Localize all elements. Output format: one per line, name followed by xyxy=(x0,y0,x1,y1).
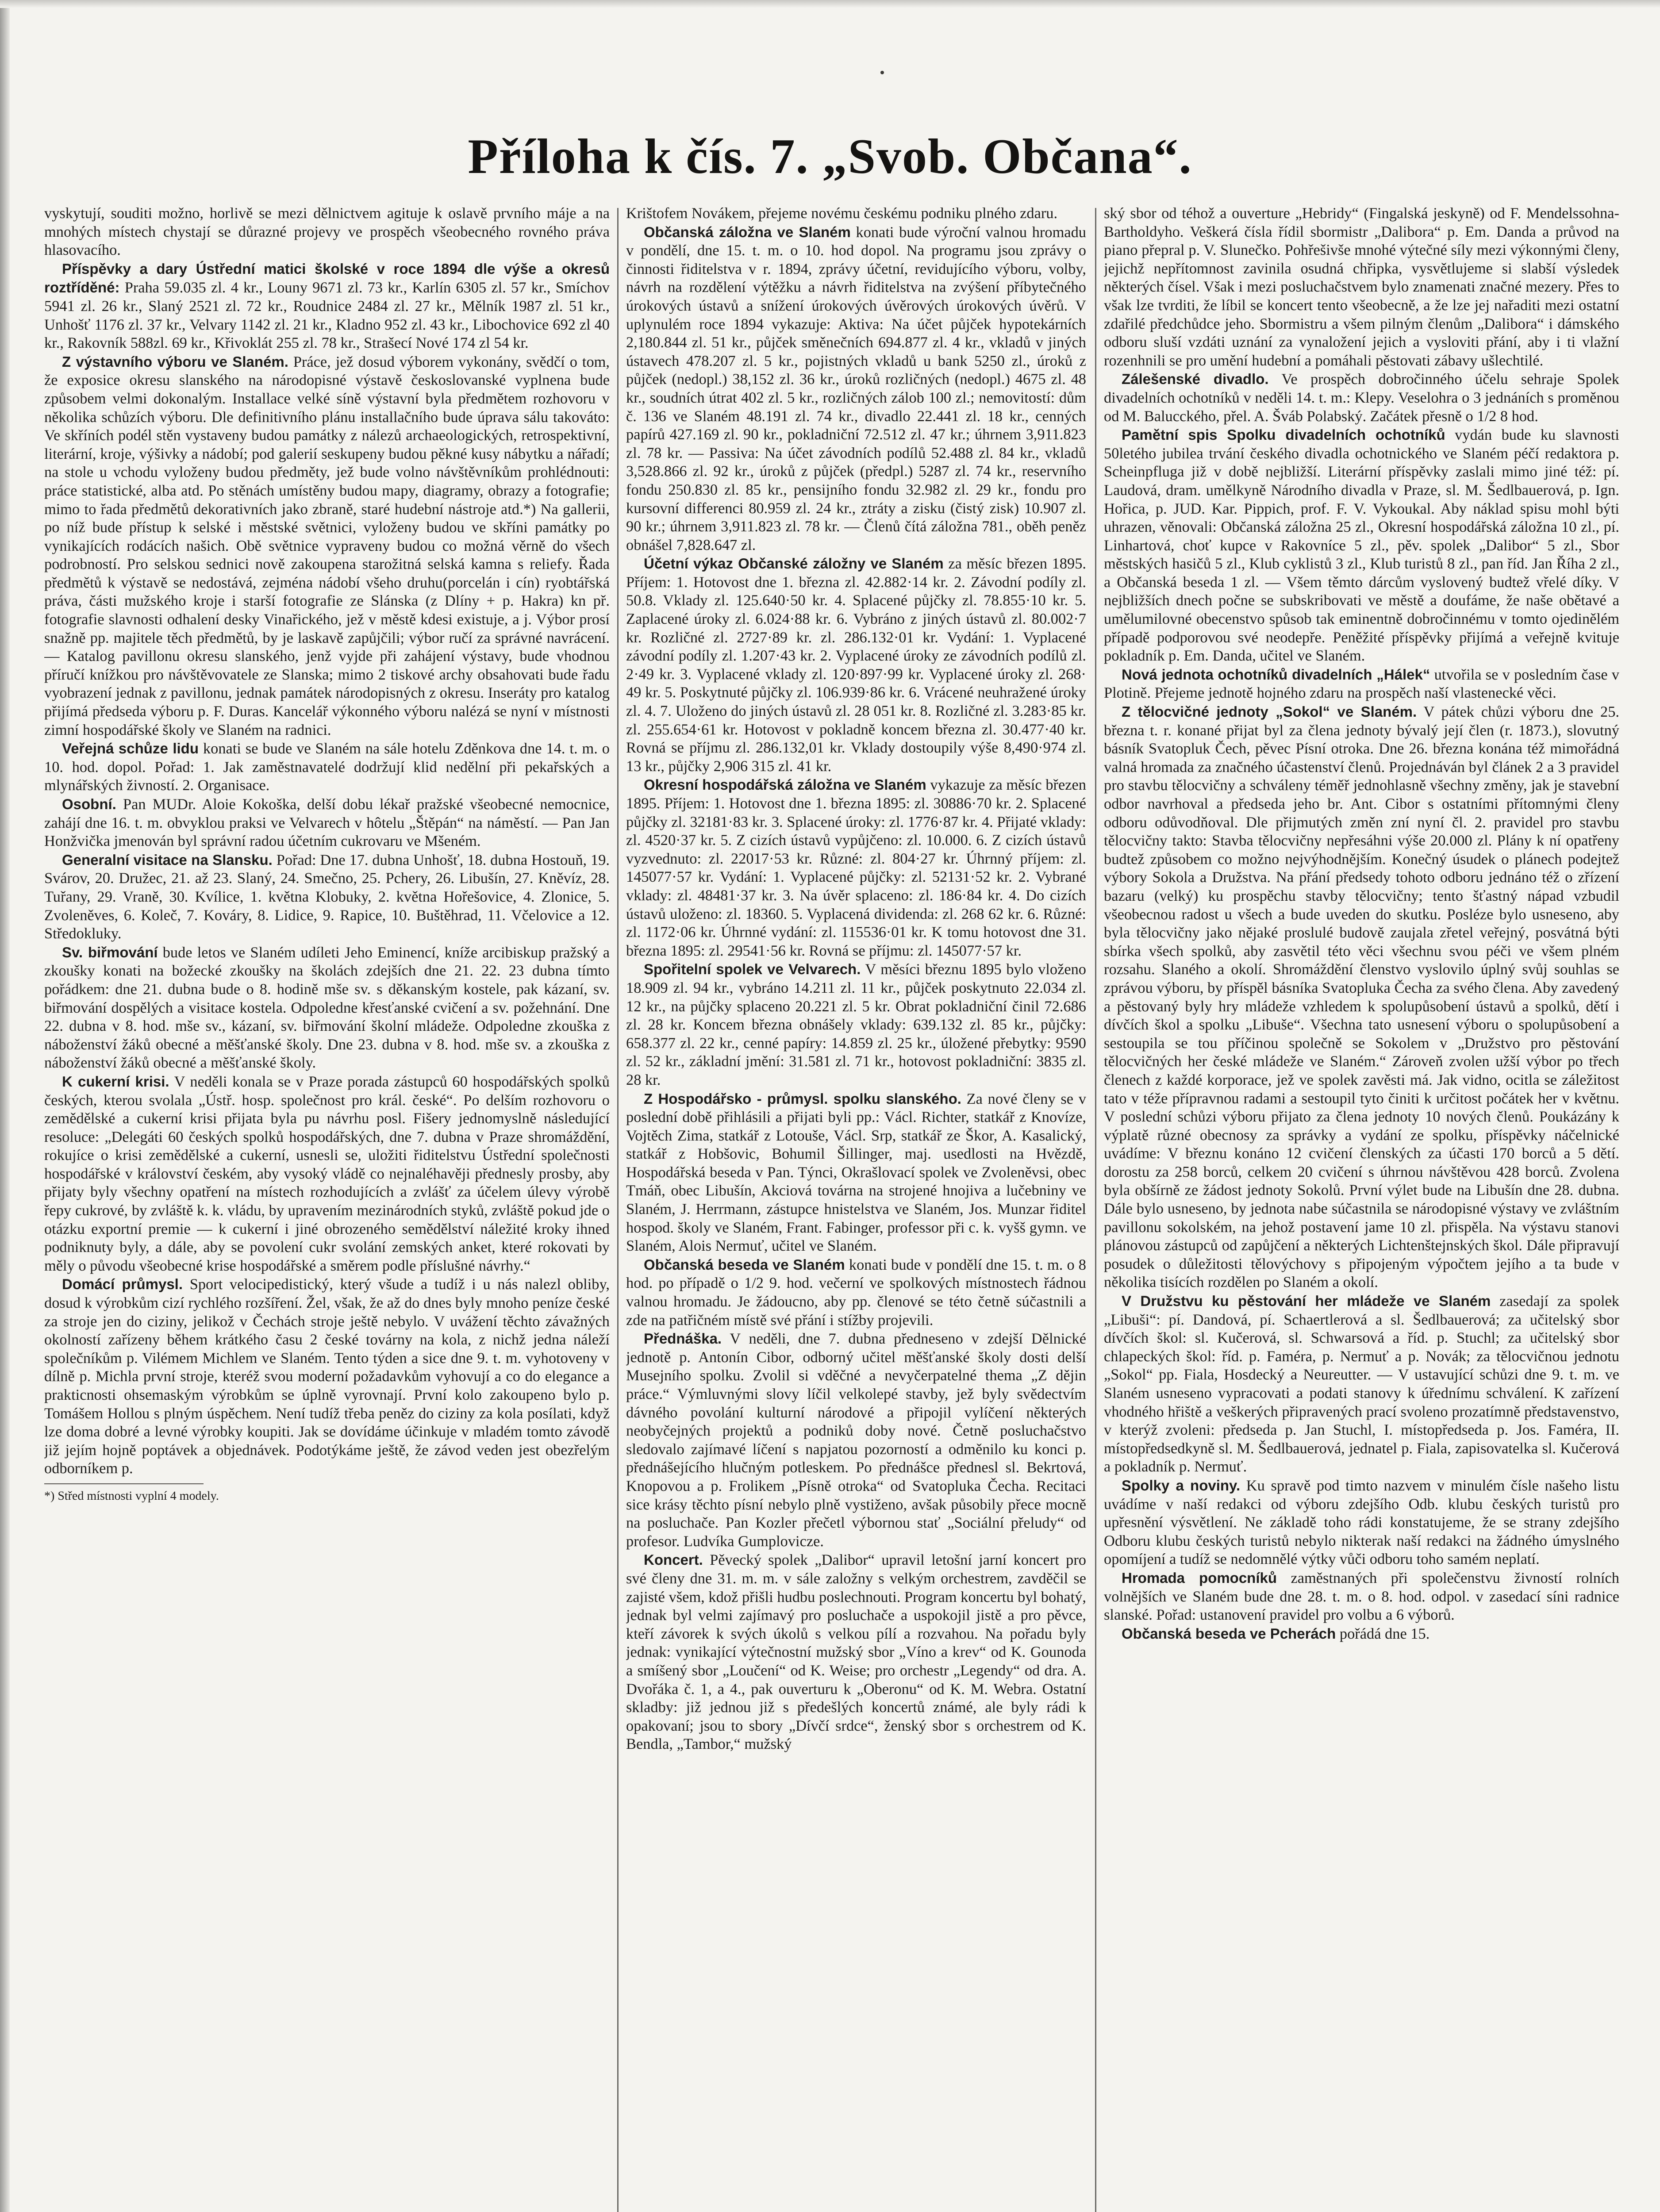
article-paragraph xyxy=(44,943,610,1072)
article-paragraph xyxy=(1104,1569,1619,1624)
print-speck xyxy=(880,71,884,74)
article-paragraph xyxy=(626,960,1086,1089)
article-text: konati bude výroční valnou hromadu v pondělí, dne 15. t. m. o 10. hod dopol. Na programu jsou zprávy o činnosti řiditelstva v r. 1894, zprávy účetní, revidujícího výboru, volby, návrh na rozdělení výtěžku a návrh řiditelstva na zvýšení příbytečného úrokových ústavů a snížení úrokových úvěrových úrokových úvěrů. V uplynulém roce 1894 vykazuje: Aktiva: Na účet půjček hypotekárních 2,180.844 zl. 51 kr., půjček směnečních 694.877 zl. 4 kr., vkladů v jiných ústavech 478.207 zl. 5 kr., pojistných vkladů u bank 5250 zl., úroků z půjček (nedopl.) 38,152 zl. 36 kr., úroků rozličných (nedopl.) 4675 zl. 48 kr., soudních útrat 402 zl. 5 kr., rozličných zálob 100 zl.; nemovitostí: dům č. 136 ve Slaném 48.191 zl. 74 kr., divadlo 22.441 zl. 18 kr., cenných papírů 427.169 zl. 90 kr., pokladniční 72.512 zl. 47 kr.; úhrnem 3,911.823 zl. 78 kr. — Passiva: Na účet závodních podílů 52.488 zl. 84 kr., vkladů 3,528.866 zl. 92 kr., úroků z půjček (předpl.) 5287 zl. 74 kr., reservního fondu 250.830 zl. 85 kr., pensijního fondu 32.982 zl. 29 kr., fondu pro kursovní differenci 80.959 zl. 24 kr., ztráty a zisku (čistý zisk) 10.907 zl. 90 kr.; úhrnem 3,911.823 zl. 78 kr. — Členů čítá záložna 781., oběh peněz obnášel 7,828.647 zl. xyxy=(626,223,1086,553)
scan-top-shadow xyxy=(0,0,1660,8)
column-2 xyxy=(626,204,1086,2212)
article-text: za měsíc březen 1895. Příjem: 1. Hotovost dne 1. března zl. 42.882·14 kr. 2. Závodní podíly zl. 50.8. Vklady zl. 125.640·50 kr. 4. Splacené půjčky zl. 78.855·10 kr. 5. Zaplacené úroky zl. 6.024·88 kr. 6. Vybráno z jiných ústavů zl. 80.002·7 kr. Rozličné zl. 2727·89 kr. zl. 286.132·01 kr. Vydání: 1. Vyplacené závodní podíly zl. 1.207·43 kr. 2. Vyplacené úroky ze závodních podílů zl. 2·49 kr. 3. Vyplacené vklady zl. 120·897·99 kr. Vyplacené úroky zl. 268· 49 kr. 5. Poskytnuté půjčky zl. 106.939·86 kr. 6. Vrácené neuhražené úroky zl. 4. 7. Uloženo do jiných ústavů zl. 28 051 kr. 8. Rozličné zl. 3.283·85 kr. zl. 255.654·61 kr. Hotovost v pokladně koncem března zl. 30.477·40 kr. Rovná se příjmu zl. 286.132,01 kr. Vklady dostoupily výše 8,490·974 zl. 13 kr., půjčky 2,906 315 zl. 41 kr. xyxy=(626,555,1086,775)
column-rule-2 xyxy=(1095,208,1096,2212)
column-rule-1 xyxy=(617,208,619,2212)
article-paragraph xyxy=(44,739,610,795)
article-text: Sport velocipedistický, který všude a tudíž i u nás nalezl obliby, dosud k výrobkům cizí rychlého rozšíření. Žel, však, že až do dnes byly mnoho peníze české za stroje jen do ciziny, jelikož v Čechách stroje ještě nebylo. V uvážení těchto závažných okolností zařízeny během krátkého času 2 české továrny na kola, z nichž jedna náleží společníkům p. Vilémem Michlem ve Slaném. Tento týden a sice dne 9. t. m. vyhotoveny v dílně p. Michla první stroje, kteréž svou moderní požadavkům vyhovují a co do elegance a prakticnosti ohsemaským výrobkům se úplně vyrovnají. První kolo zakoupeno bylo p. Tomášem Hollou s plným úspěchem. Není tudíž třeba peněz do ciziny za kola posílati, když lze doma dobré a levné výrobky koupiti. Jak se dovídáme účinkuje v mladém tomto závodě již jejím hojně poptávek a objednávek. Podotýkáme ještě, že závod veden jest obezřelým odborníkem p. xyxy=(44,1276,610,1477)
article-heading: Osobní. xyxy=(62,796,116,812)
article-paragraph xyxy=(44,204,610,260)
article-text: ský sbor od téhož a ouverture „Hebridy“ (Fingalská jeskyně) od F. Mendelssohna-Bartholdyho. Veškerá čísla řídil sbormistr „Dalibora“ p. Em. Danda a průvod na piano přepral p. V. Slunečko. Pohřešivše mnohé výtečné síly mezi výkonnými členy, jejichž nepřítomnost zavinila osudná chřipka, vysvětlujeme si slabší výsledek některých čísel. Však i mezi posluchačstvem bylo znamenati značné mezery. Přes to však lze tvrditi, že líbil se koncert tento všeobecně, a že lze jej nařaditi mezi ostatní zdařilé předchůdce jeho. Sbormistru a všem pilným členům „Dalibora“ i dámského odboru sluší vzdáti uznání za vynaložení jejich a vysloviti přání, aby i ti vlažní rozenhnili se pro umění hudební a pomáhali pěstovati zábavy ušlechtilé. xyxy=(1104,205,1619,369)
article-heading: Účetní výkaz Občanské záložny ve Slaném xyxy=(644,555,944,572)
article-heading: Příspěvky a dary Ústřední matici školské v roce 1894 dle výše a okresů roztříděné: xyxy=(44,260,610,296)
article-paragraph xyxy=(44,260,610,353)
article-paragraph xyxy=(1104,1624,1619,1644)
article-text: V neděli konala se v Praze porada zástupců 60 hospodářských spolků českých, kterou svolala „Ústř. hosp. společnost pro král. české“. Po delším rozhovoru o zemědělské a cukerní krisi přijata byla pu návrhu posl. Fišery jednomyslně následující resoluce: „Delegáti 60 českých spolků hospodářských, dne 7. dubna v Praze shromáždění, rokujíce o krisi zemědělské a cukerní, usnesli se, uložiti řiditelstvu Ústřední společnosti hospodářské v království českém, aby vysoký vládě co nejnaléhavěji přednesly prosby, aby přijaty byly všechny opatření na místech rozhodujících a zvlášť za účelem úlevy výrobě řepy cukrové, by zvláště k. k. vládu, by upravením mezinárodních styků, zvláště pokud jde o otázku exportní premie — k cukerní i jiné obrozeného semědělství náležité kroky ihned podniknuty byly, a dále, aby se povolení cukr svolání zemských anket, které rokovati by měly o původu všeobecné krise hospodářské a směrem podle příslušné návrhy.“ xyxy=(44,1073,610,1274)
page-heading: Příloha k čís. 7. „Svob. Občana“. xyxy=(468,129,1192,184)
footnote-rule xyxy=(44,1483,204,1484)
column-3 xyxy=(1104,204,1619,2212)
article-heading: Z Hospodářsko - průmysl. spolku slanského. xyxy=(644,1090,961,1107)
article-text: V neděli, dne 7. dubna předneseno v zdejší Dělnické jednotě p. Antonín Cibor, odborný učitel měšťanské školy dosti delší Musejního spolku. Zvolil si vděčné a nevyčerpatelné thema „Z dějin práce.“ Výmluvnými slovy líčil velkolepé stavby, jež byly svědectvím dávného povolání kulturní národové a připojil vylíčení některých neobyčejných projektů a podniků doby nové. Četně posluchačstvo sledovalo zajímavé líčení s napjatou pozorností a odměnilo ku konci p. přednášejícího hlučným potleskem. Po přednášce přednesl sl. Bekrtová, Knopovou a p. Frolikem „Písně otroka“ od Svatopluka Čecha. Recitaci sice krásy těchto písní nebylo plně vystiženo, avšak působily přece mocně na posluchače. Pan Kozler přečetl výbornou stať „Sociální přeludy“ od profesor. Ludvíka Gumplovicze. xyxy=(626,1330,1086,1550)
article-text: vykazuje za měsíc březen 1895. Příjem: 1. Hotovost dne 1. března 1895: zl. 30886·70 kr. 2. Splacené půjčky zl. 32181·83 kr. 3. Splacené úroky: zl. 1776·87 kr. 4. Přijaté vklady: zl. 4520·37 kr. 5. Z cizích ústavů vypůjčeno: zl. 10.000. 6. Z cizích ústavů vyzvednuto: zl. 22017·53 kr. Různé: zl. 804·27 kr. Úhrnný příjem: zl. 145077·57 kr. Vydání: 1. Vyplacené půjčky: zl. 52131·52 kr. 2. Vybrané vklady: zl. 48481·37 kr. 3. Na úvěr splaceno: zl. 186·84 kr. 4. Do cizích ústavů uloženo: zl. 18360. 5. Vyplacená dividenda: zl. 268 62 kr. 6. Různé: zl. 1172·06 kr. Úhrnné vydání: zl. 115536·01 kr. K tomu hotovost dne 31. března 1895: zl. 29541·56 kr. Rovná se příjmu: zl. 145077·57 kr. xyxy=(626,776,1086,959)
article-paragraph xyxy=(44,851,610,943)
article-paragraph xyxy=(626,1256,1086,1329)
article-heading: Přednáška. xyxy=(644,1330,722,1347)
article-text: Pořad: Dne 17. dubna Unhošť, 18. dubna Hostouň, 19. Svárov, 20. Družec, 21. až 23. Slaný, 24. Smečno, 25. Pchery, 26. Libušín, 27. Kněvíz, 28. Tuřany, 29. Vraně, 30. Kvílice, 1. května Klobuky, 2. května Hořešovice, 4. Zlonice, 5. Zvoleněves, 6. Koleč, 7. Kováry, 8. Lidice, 9. Rapice, 10. Buštěhrad, 11. Včelovice a 12. Středokluky. xyxy=(44,851,610,942)
article-text: Pěvecký spolek „Dalibor“ upravil letošní jarní koncert pro své členy dne 31. m. m. v sále založny s velkým orchestrem, zavděčil se zajisté všem, kdož přišli hudbu poslechnouti. Program koncertu byl bohatý, jednak byl velmi zajímavý pro posluchače a uspokojil jistě a pro pěvce, kteří závorek k svých úkolů s velkou pílí a rozvahou. Na pořadu byly jednak: vynikající výtečnostní mužský sbor „Víno a krev“ od K. Gounoda a smíšený sbor „Loučení“ od K. Weise; pro orchestr „Legendy“ od dra. A. Dvořáka č. 1, a 4., pak ouverturu k „Oberonu“ od K. M. Webra. Ostatní skladby: již jednou již s předešlých koncertů známé, ale byly rádi k opakovaní; jsou to sbory „Dívčí srdce“, ženský sbor s orchestrem od K. Bendla, „Tambor,“ mužský xyxy=(626,1551,1086,1753)
article-heading: Spolky a noviny. xyxy=(1122,1477,1241,1494)
article-text: Ve prospěch dobročinného účelu sehraje Spolek divadelních ochotníků v neděli 14. t. m.: Klepy. Veselohra o 3 jednáních s proměnou od M. Balucckého, přel. A. Šváb Polabský. Začátek přesně o 1/2 8 hod. xyxy=(1104,371,1619,425)
article-text: V pátek chůzi výboru dne 25. března t. r. konané přijat byl za člena jednoty bývalý její člen (r. 1873.), slovutný básník Svatopluk Čech, pěvec Písní otroka. Dne 26. března konána též mimořádná valná hromada za značného účastenství členů. Projednáván byl článek 2 a 3 pravidel pro stavbu tělocvičny a schváleny téměř jednohlasně všechny změny, jak je stavební odbor navrhoval a předseda jeho br. Ant. Cibor s ostatními přítomnými členy odboru odůvodňoval. Dle přijmutých změn zní nyní čl. 2. pravidel pro stavbu tělocvičny takto: Stavba tělocvičny nepřesáhni výše 20.000 zl. Plány k ní opatřeny budtež způsobem co možno nejvýhodnějším. Konečný úsudek o plánech podejtež výbory Sokola a Družstva. Na přání předsedy tohoto odboru jednáno též o zřízení bazaru (velký) ku prospěchu stavby tělocvičny; tento šťastný nápad vzbudil všeobecnou radost u všech a bude uveden do skutku. Posléze bylo usneseno, aby byla tělocvičny jako nějaké proslulé budově zaujala zřetel veřejný, posvátná býti sbírka všech spolků, aby zasvětil této věci všechnu svou péči ve všem plném rozsahu. Slaného a okolí. Shromáždění členstvo vyslovilo úplný svůj souhlas se zprávou výboru, by příspěl básníka Svatopluka Čecha za svého člena. Aby zavedený a pěstovaný byly hry mládeže vzhledem k spolupůsobení ústavů a spolků, dětí i dívčích škol a spolku „Libuše“. Všechna tato usnesení výboru o spolupůsobení a sestoupila se tou příčinou společně se Sokolem v „Družstvo pro pěstování tělocvičných her české mládeže ve Slaném.“ Zároveň zvolen užší výbor po třech členech z každé korporace, jež ve spolek zavěsti má. Jak vidno, ocitla se záležitost tato v téže přípravnou radami a sestoupil tyto činiti k určitost počátek her v květnu. V poslední schůzi výboru přijato za člena jednoty 10 nových členů. Poukázány k výplatě různé obecnosy za správky a vydání ze spolku, příspěvky náčelnické uvádíme: V březnu konáno 12 cvičení členských za účasti 170 borců a 5 dětí. dorostu za 258 borců, celkem 20 cvičení s úhrnou návštěvou 428 borců. Zvolena byla obšírně ze žádost jednoty Sokolů. První výlet bude na Libušín dne 28. dubna. Dále bylo usneseno, by jednota nabe súčastnila se národopisné výstavy ve zvláštním pavillonu sokolském, na jehož postavení jame 10 zl. přispěla. Na výstavu stanovi plánovou zástupců od zapůjčení a některých Lichtenštejnských škol. Dále připravují posudek o důležitosti tělovýchovy s připojeným výpočtem jejího a ta bude v několika tisících rozdělen po Slaném a okolí. xyxy=(1104,703,1619,1291)
article-paragraph xyxy=(1104,1476,1619,1569)
article-paragraph xyxy=(626,1329,1086,1551)
article-heading: Zálešenské divadlo. xyxy=(1122,371,1269,388)
article-heading: Nová jednota ochotníků divadelních „Hálek“ xyxy=(1122,666,1430,683)
article-heading: Spořitelní spolek ve Velvarech. xyxy=(644,961,861,978)
article-text: utvořila se v posledním čase v Plotině. Přejeme jednotě hojného zdaru na prospěch naší vlastenecké věci. xyxy=(1104,666,1619,702)
article-text: pořádá dne 15. xyxy=(1339,1625,1430,1642)
article-heading: Občanská beseda ve Slaném xyxy=(644,1256,845,1273)
article-text: Za nové členy se v poslední době přihlásili a přijati byli pp.: Václ. Richter, statkář z Knovíze, Vojtěch Zima, statkář z Lotouše, Václ. Srp, statkář ze Škor, A. Kasalický, statkář z Hobšovic, Bohumil Šillinger, maj. usedlosti na Hvězdě, Hospodářská beseda v Pan. Týnci, Okrašlovací spolek ve Zvoleněvsi, obec Tmáň, obec Libušín, Akciová továrna na strojené hnojiva a lučebniny ve Slaném, J. Herrmann, zástupce hnistelstva ve Slaném, Jos. Munzar řiditel hospod. školy ve Slaném, Frant. Fabinger, professor při c. k. vyšš gymn. ve Slaném, Alois Nermuť, učitel ve Slaném. xyxy=(626,1090,1086,1255)
article-heading: Veřejná schůze lidu xyxy=(62,740,199,757)
article-paragraph xyxy=(44,1072,610,1275)
article-paragraph xyxy=(626,204,1086,223)
article-text: Ku spravě pod timto nazvem v minulém čísle našeho listu uvádíme v naší redakci od výboru zdejšího Odb. klubu českých turistů pro upřesnění výsvětlení. Ne základě toho rádi konstatujeme, že se strany zdejšího Odboru klubu českých turistů nebylo nikterak naší redakci na žádného úmyslného opomíjení a tudíž se nedomnělé výtky vůči odboru toho samém neplatí. xyxy=(1104,1477,1619,1568)
article-paragraph xyxy=(1104,665,1619,703)
column-1 xyxy=(44,204,610,2212)
article-text: Práce, jež dosud výborem vykonány, svědčí o tom, že exposice okresu slanského na národopisné výstavě českoslovanské vyplnena bude způsobem velmi dokonalým. Installace velké síně výstavní byla předmětem rozhovoru v několika schůzích výboru. Dle definitivního plánu installačního bude úprava sálu takováto: Ve skříních podél stěn vystaveny budou památky z nálezů archaeologických, retrospektivní, literární, kroje, výšivky a nádobí; pod galerií seskupeny budou pěkné kusy nábytku a nářadí; na stole u vchodu vyloženy budou předměty, jež bude volno návštěvníkům prohlédnouti: práce statistické, alba atd. Po stěnách umístěny budou mapy, diagramy, obrazy a fotografie; mimo to řada předmětů dekorativních jako zbraně, staré hudební nástroje atd.*) Na gallerii, po níž bude přístup k selské i městské světnici, vyloženy budou ve skříni památky po vynikajících rodácích našich. Obě světnice vypraveny budou co možná věrně do všech podrobností. Pro selskou sednici nově zakoupena starožitná selská kamna s reliefy. Řada předmětů k výstavě se nedostává, zejména nádobí všeho druhu(porcelán i cín) ryobtářská práva, části mužského kroje i starší fotografie ze Slánska (z Dlíny + p. Hakra) kn př. fotografie slavnosti odhalení desky Vinařického, jež v městě kdesi existuje, a j. Výbor prosí snažně pp. majitele těch předmětů, by je laskavě zapůjčili; výbor ručí za správné navrácení. — Katalog pavillonu okresu slanského, jenž vyjde při zahájení výstavy, bude vhodnou příručí knížkou pro návštěvovatele ze Slanska; mimo 2 tiskové archy obsahovati bude řadu vyobrazení jednak z pavillonu, jednak památek národopisných z okresu. Inseráty pro katalog přijímá předseda výboru p. F. Duras. Kancelář výkonného výboru nalézá se nyní v místnosti zimní hospodářské školy ve Slaném na radnici. xyxy=(44,353,610,738)
article-paragraph xyxy=(1104,370,1619,426)
article-text: vydán bude ku slavnosti 50letého jubilea trvání českého divadla ochotnického ve Slaném péčí redaktora p. Scheinpfluga již v době nejbližší. Literární příspěvky zaslali mimo jiné též: pí. Laudová, dram. umělkyně Národního divadla v Praze, sl. M. Šedlbauerová, p. Ign. Hořica, p. JUD. Kar. Pippich, prof. F. V. Vykoukal. Aby náklad spisu mohl býti uhrazen, věnovali: Občanská záložna 25 zl., Okresní hospodářská záložna 10 zl., pí. Linhartová, choť kupce v Rakovníce 5 zl., pěv. spolek „Dalibor“ 5 zl., Sbor městských hasičů 5 zl., Klub cyklistů 3 zl., Klub turistů 8 zl., pan říd. Jan Říha 2 zl., a Občanská beseda 1 zl. — Všem těmto dárcům vyslovený budtež vřelé díky. V nejbližších dnech počne se subskribovati ve městě a doufáme, že naše obětavé a umělumilovné obecenstvo spůsob tak eminentně dobročinnému v tomto ojedinělém případě podporovou své neodepře. Peněžité příspěvky přijímá a veřejně kvituje pokladník p. Em. Danda, učitel ve Slaném. xyxy=(1104,426,1619,664)
article-heading: K cukerní krisi. xyxy=(62,1073,169,1090)
article-heading: Z tělocvičné jednoty „Sokol“ ve Slaném. xyxy=(1122,703,1417,720)
article-heading: Pamětní spis Spolku divadelních ochotníků xyxy=(1122,426,1445,443)
article-heading: Koncert. xyxy=(644,1551,703,1568)
article-paragraph xyxy=(626,1090,1086,1256)
article-heading: Občanská záložna ve Slaném xyxy=(644,223,851,240)
article-paragraph xyxy=(1104,1292,1619,1476)
article-paragraph xyxy=(1104,204,1619,370)
article-paragraph xyxy=(1104,703,1619,1292)
article-text: Krištofem Novákem, přejeme novému českému podniku plného zdaru. xyxy=(626,205,1058,222)
article-paragraph xyxy=(1104,426,1619,665)
article-heading: Sv. biřmování xyxy=(62,944,158,960)
article-heading: Občanská beseda ve Pcherách xyxy=(1122,1625,1336,1642)
article-text: konati se bude ve Slaném na sále hotelu Zděnkova dne 14. t. m. o 10. hod. dopol. Pořad: 1. Jak zaměstnavatelé dodržují klid nedělní při pekařských a mlynářských živností. 2. Organisace. xyxy=(44,740,610,794)
article-text: Pan MUDr. Aloie Kokoška, delší dobu lékař pražské všeobecné nemocnice, zahájí dne 16. t. m. obvyklou praksi ve Velvarech v hôtelu „Štěpán“ na náměstí. — Pan Jan Honžvička jmenován byl správní radou účetním cukrovaru ve Mšeném. xyxy=(44,796,610,850)
article-heading: Okresní hospodářská záložna ve Slaném xyxy=(644,776,926,793)
footnote: *) Střed místnosti vyplní 4 modely. xyxy=(44,1489,219,1503)
article-paragraph xyxy=(626,776,1086,960)
article-text: Praha 59.035 zl. 4 kr., Louny 9671 zl. 73 kr., Karlín 6305 zl. 57 kr., Smíchov 5941 zl. 26 kr., Slaný 2521 zl. 72 kr., Roudnice 2484 zl. 27 kr., Mělník 1987 zl. 51 kr., Unhošť 1176 zl. 37 kr., Velvary 1142 zl. 21 kr., Kladno 952 zl. 43 kr., Libochovice 692 zl 40 kr., Rakovník 588zl. 69 kr., Křivoklát 255 zl. 78 kr., Strašecí Nové 174 zl 54 kr. xyxy=(44,279,610,352)
article-paragraph xyxy=(626,554,1086,776)
article-heading: Hromada pomocníků xyxy=(1122,1569,1277,1586)
article-text: vyskytují, souditi možno, horlivě se mezi dělnictvem agituje k oslavě prvního máje a na mnohých místech chystají se důrazné projevy ve prospěch všeobecného rovného práva hlasovacího. xyxy=(44,205,610,259)
article-paragraph xyxy=(626,1551,1086,1754)
article-paragraph xyxy=(44,353,610,739)
scan-left-edge xyxy=(0,0,10,2212)
article-paragraph xyxy=(44,1275,610,1478)
article-text: zaměstnaných při společenstvu živností rolních volnějších ve Slaném bude dne 28. t. m. o 8. hod. odpol. v zasedací síni radnice slanské. Pořad: ustanovení pravidel pro volbu a 6 výborů. xyxy=(1104,1569,1619,1624)
article-heading: Z výstavního výboru ve Slaném. xyxy=(62,353,288,370)
article-heading: Domácí průmysl. xyxy=(62,1276,183,1293)
article-paragraph xyxy=(44,795,610,851)
article-text: konati bude v pondělí dne 15. t. m. o 8 hod. po případě o 1/2 9. hod. večerní ve spolkových místnostech řádnou valnou hromadu. Je žádoucno, aby pp. členové se této četně súčastnili a zde na patřičném místě své přání i stížby projevili. xyxy=(626,1256,1086,1329)
article-heading: Generalní visitace na Slansku. xyxy=(62,851,273,868)
article-heading: V Družstvu ku pěstování her mládeže ve Slaném xyxy=(1122,1293,1491,1310)
article-paragraph xyxy=(626,223,1086,555)
article-text: zasedají za spolek „Libuši“: pí. Dandová, pí. Schaertlerová a sl. Šedlbauerová; za učitelský sbor dívčích škol: sl. Kučerová, sl. Schwarsová a říd. p. Stuchl; za učitelský sbor chlapeckých škol: říd. p. Faméra, p. Nermuť a p. Novák; za tělocvičnou jednotu „Sokol“ pp. Fiala, Hosdecký a Neureutter. — V ustavující schůzi dne 9. t. m. ve Slaném usneseno vypracovati a podati stanovy k úřednímu schválení. K zařízení vhodného hřiště a veškerých připravených prací svoleno prozatímně představenstvo, v kterýž zvoleni: předseda p. Jan Stuchl, I. místopředseda p. Jos. Faméra, II. místopředsedkyně sl. M. Šedlbauerová, jednatel p. Fiala, zapisovatelka sl. Kučerová a pokladník p. Nermuť. xyxy=(1104,1293,1619,1475)
article-text: bude letos ve Slaném udíleti Jeho Eminencí, kníže arcibiskup pražský a zkoušky konati na božecké zkoušky na školách zdejších dne 21. 22. 23 dubna tímto pořádkem: dne 21. dubna bude o 8. hodině mše sv. s děkanským kostele, pak kázaní, sv. biřmování dospělých a visitace kostela. Odpoledne křesťanské cvičení a sv. požehnání. Dne 22. dubna v 8. hod. mše sv., kázaní, sv. biřmování školní mládeže. Odpoledne zkouška z náboženství žáků obecné a měšťanské školy. Dne 23. dubna v 8. hod. mše sv. a zkouška z náboženství žáků obecné a měšťanské školy. xyxy=(44,944,610,1071)
article-text: V měsíci březnu 1895 bylo vloženo 18.909 zl. 94 kr., vybráno 14.211 zl. 11 kr., půjček poskytnuto 22.034 zl. 12 kr., na půjčky splaceno 20.221 zl. 5 kr. Obrat pokladniční činil 72.686 zl. 28 kr. Koncem března obnášely vklady: 639.132 zl. 85 kr., půjčky: 658.377 zl. 22 kr., cenné papíry: 14.859 zl. 25 kr., úložené přebytky: 9590 zl. 52 kr., základní jmění: 31.581 zl. 71 kr., hotovost pokladniční: 3835 zl. 28 kr. xyxy=(626,961,1086,1088)
